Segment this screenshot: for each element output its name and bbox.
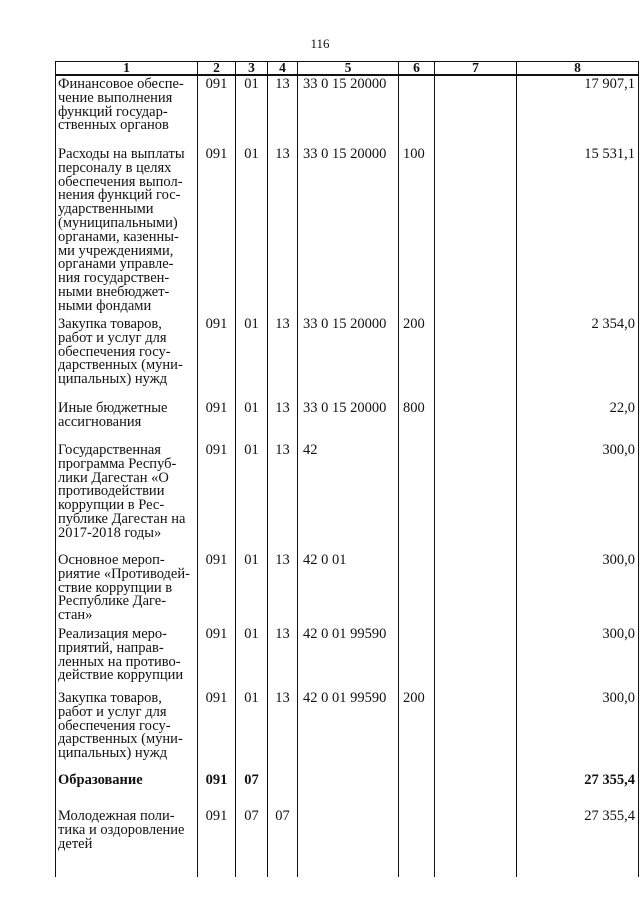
subsection-cell: 13 <box>268 552 298 626</box>
column-header-3: 3 <box>236 62 268 76</box>
column-header-4: 4 <box>268 62 298 76</box>
subsection-cell: 13 <box>268 75 298 146</box>
expense-type-cell <box>399 442 435 552</box>
header-row <box>56 62 639 76</box>
admin-code-cell: 091 <box>198 626 236 690</box>
column-7-cell <box>435 690 517 772</box>
expense-type-cell <box>399 772 435 808</box>
column-7-cell <box>435 808 517 851</box>
column-7-cell <box>435 772 517 808</box>
section-cell: 01 <box>236 146 268 316</box>
amount-cell: 2 354,0 <box>517 316 639 400</box>
empty-cell <box>298 851 399 877</box>
empty-cell <box>517 851 639 877</box>
target-article-cell <box>298 808 399 851</box>
expense-type-cell: 200 <box>399 690 435 772</box>
expense-type-cell: 800 <box>399 400 435 442</box>
row-name-cell: Иные бюджетные ассигнования <box>56 400 198 442</box>
column-header-2: 2 <box>198 62 236 76</box>
empty-cell <box>198 851 236 877</box>
row-name-cell: Основное мероп-риятие «Противодей-ствие коррупции в Республике Даге-стан» <box>56 552 198 626</box>
table-row <box>56 552 639 626</box>
table-body <box>56 75 639 877</box>
table-row <box>56 75 639 146</box>
column-7-cell <box>435 146 517 316</box>
row-name-cell: Образование <box>56 772 198 808</box>
section-cell: 01 <box>236 442 268 552</box>
admin-code-cell: 091 <box>198 552 236 626</box>
row-name-cell: Расходы на выплаты персоналу в целях обеспечения выпол-нения функций гос-ударственными (муниципальными) органами, казенны-ми учреждениями, органами управле-ния государствен-ными внебюджет-ными фондами <box>56 146 198 316</box>
target-article-cell <box>298 772 399 808</box>
section-cell: 01 <box>236 690 268 772</box>
empty-cell <box>399 851 435 877</box>
column-7-cell <box>435 626 517 690</box>
subsection-cell: 13 <box>268 626 298 690</box>
empty-cell <box>268 851 298 877</box>
amount-cell: 15 531,1 <box>517 146 639 316</box>
expense-type-cell <box>399 75 435 146</box>
column-header-6: 6 <box>399 62 435 76</box>
section-cell: 01 <box>236 552 268 626</box>
section-cell: 07 <box>236 808 268 851</box>
amount-cell: 300,0 <box>517 552 639 626</box>
subsection-cell: 13 <box>268 442 298 552</box>
section-cell: 01 <box>236 400 268 442</box>
empty-cell <box>236 851 268 877</box>
target-article-cell: 42 0 01 99590 <box>298 690 399 772</box>
row-name-cell: Закупка товаров, работ и услуг для обеспечения госу-дарственных (муни-ципальных) нужд <box>56 316 198 400</box>
expense-type-cell: 200 <box>399 316 435 400</box>
empty-cell <box>56 851 198 877</box>
expense-type-cell <box>399 552 435 626</box>
admin-code-cell: 091 <box>198 400 236 442</box>
column-header-8: 8 <box>517 62 639 76</box>
section-cell: 01 <box>236 316 268 400</box>
section-cell: 01 <box>236 626 268 690</box>
table-row <box>56 808 639 851</box>
row-name-cell: Государственная программа Респуб-лики Дагестан «О противодействии коррупции в Рес-публике Дагестан на 2017-2018 годы» <box>56 442 198 552</box>
amount-cell: 27 355,4 <box>517 772 639 808</box>
table-row <box>56 400 639 442</box>
budget-table <box>55 61 639 877</box>
admin-code-cell: 091 <box>198 316 236 400</box>
table-row <box>56 626 639 690</box>
row-name-cell: Закупка товаров, работ и услуг для обеспечения госу-дарственных (муни-ципальных) нужд <box>56 690 198 772</box>
admin-code-cell: 091 <box>198 808 236 851</box>
target-article-cell: 42 <box>298 442 399 552</box>
amount-cell: 22,0 <box>517 400 639 442</box>
row-name-cell: Реализация меро-приятий, направ-ленных на противо-действие коррупции <box>56 626 198 690</box>
expense-type-cell: 100 <box>399 146 435 316</box>
table-row <box>56 690 639 772</box>
subsection-cell: 13 <box>268 690 298 772</box>
admin-code-cell: 091 <box>198 442 236 552</box>
subsection-cell: 13 <box>268 316 298 400</box>
table-row <box>56 772 639 808</box>
subsection-cell: 13 <box>268 146 298 316</box>
page-number: 116 <box>310 36 330 51</box>
column-header-5: 5 <box>298 62 399 76</box>
column-header-1: 1 <box>56 62 198 76</box>
subsection-cell <box>268 772 298 808</box>
admin-code-cell: 091 <box>198 772 236 808</box>
admin-code-cell: 091 <box>198 146 236 316</box>
column-7-cell <box>435 316 517 400</box>
amount-cell: 300,0 <box>517 442 639 552</box>
section-cell: 07 <box>236 772 268 808</box>
row-name-cell: Финансовое обеспе-чение выполнения функций государ-ственных органов <box>56 75 198 146</box>
column-7-cell <box>435 442 517 552</box>
target-article-cell: 33 0 15 20000 <box>298 400 399 442</box>
section-cell: 01 <box>236 75 268 146</box>
admin-code-cell: 091 <box>198 690 236 772</box>
row-name-cell: Молодежная поли-тика и оздоровление детей <box>56 808 198 851</box>
table-row <box>56 442 639 552</box>
expense-type-cell <box>399 626 435 690</box>
column-7-cell <box>435 552 517 626</box>
table-continuation <box>56 851 639 877</box>
target-article-cell: 33 0 15 20000 <box>298 75 399 146</box>
admin-code-cell: 091 <box>198 75 236 146</box>
table-row <box>56 146 639 316</box>
table-row <box>56 316 639 400</box>
target-article-cell: 33 0 15 20000 <box>298 316 399 400</box>
empty-cell <box>435 851 517 877</box>
amount-cell: 300,0 <box>517 690 639 772</box>
amount-cell: 17 907,1 <box>517 75 639 146</box>
target-article-cell: 42 0 01 99590 <box>298 626 399 690</box>
target-article-cell: 42 0 01 <box>298 552 399 626</box>
target-article-cell: 33 0 15 20000 <box>298 146 399 316</box>
subsection-cell: 07 <box>268 808 298 851</box>
column-7-cell <box>435 400 517 442</box>
amount-cell: 300,0 <box>517 626 639 690</box>
column-header-7: 7 <box>435 62 517 76</box>
subsection-cell: 13 <box>268 400 298 442</box>
amount-cell: 27 355,4 <box>517 808 639 851</box>
expense-type-cell <box>399 808 435 851</box>
column-7-cell <box>435 75 517 146</box>
